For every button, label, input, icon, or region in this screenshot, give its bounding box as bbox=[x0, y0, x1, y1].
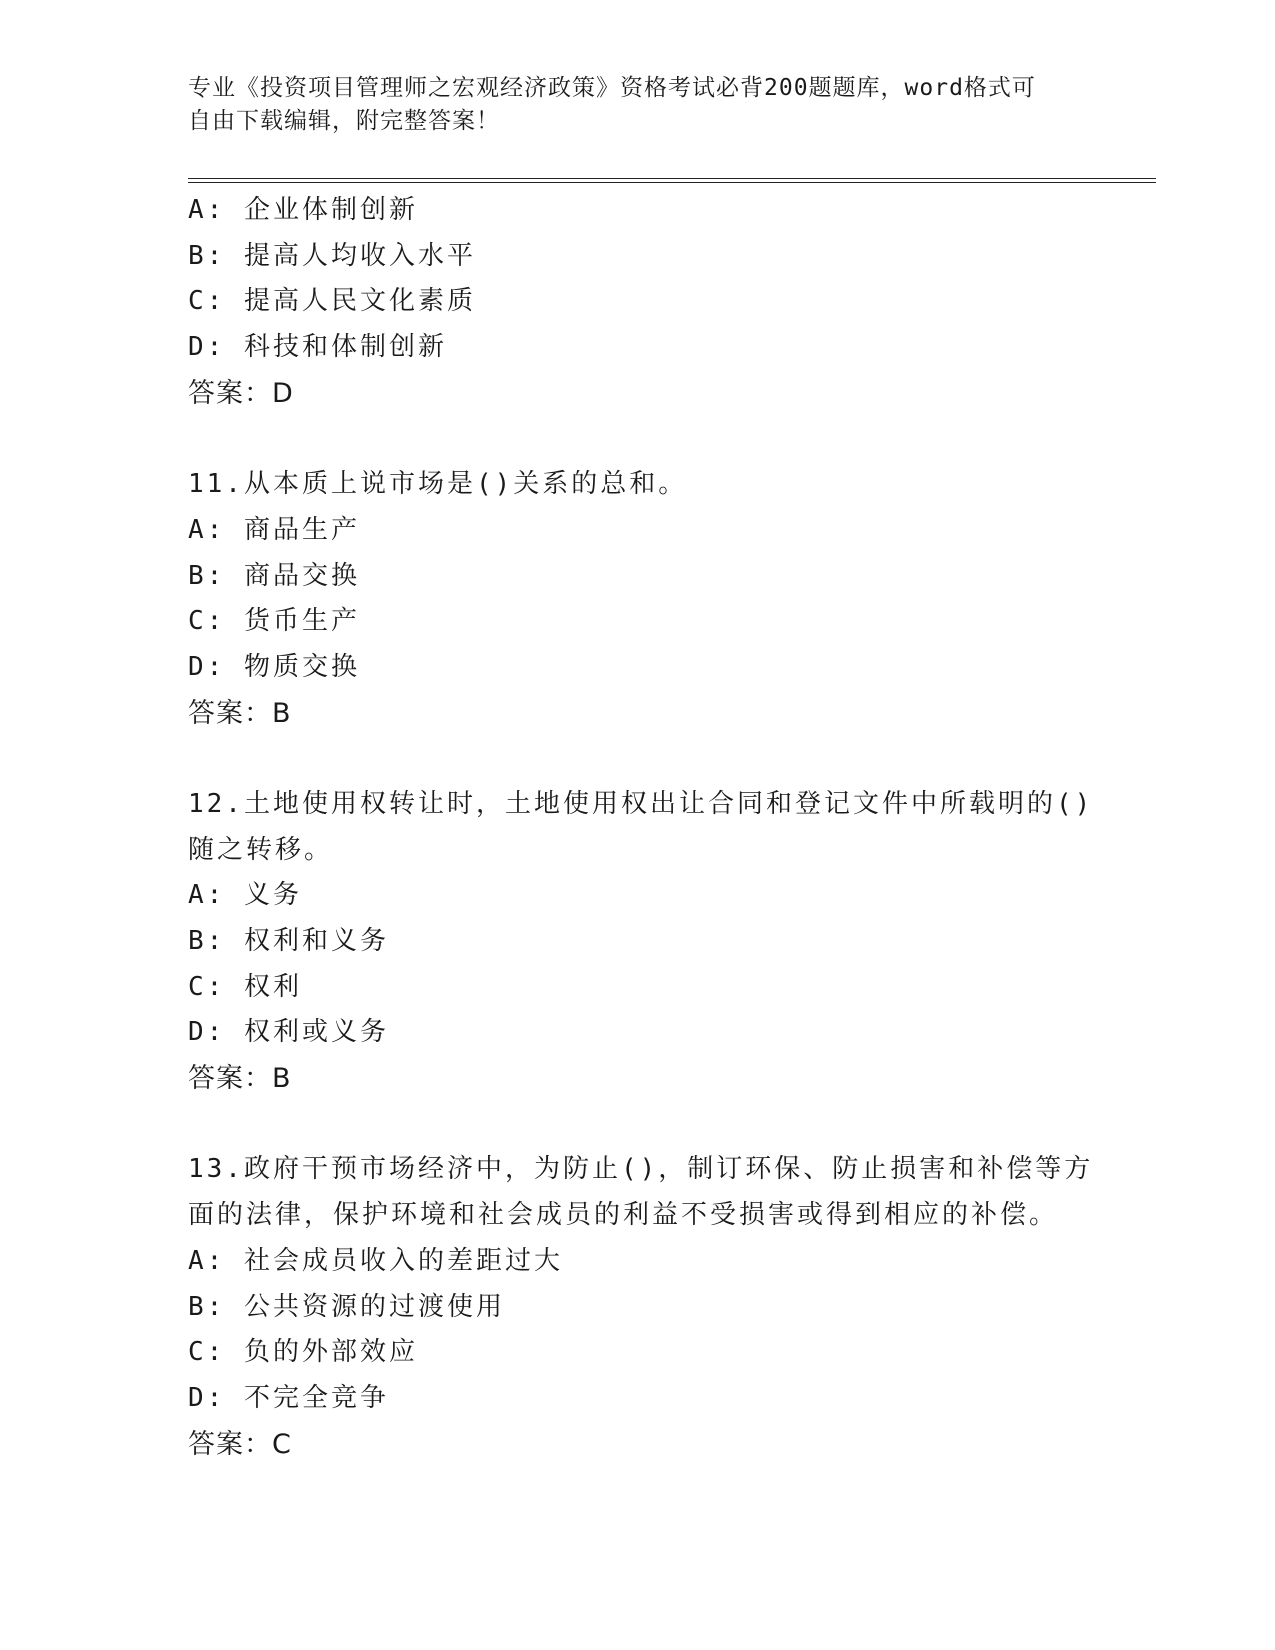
option-c: C: 提高人民文化素质 bbox=[188, 286, 476, 317]
question-text-line-1: 12.土地使用权转让时，土地使用权出让合同和登记文件中所载明的() bbox=[188, 788, 1094, 819]
option-a: A: 社会成员收入的差距过大 bbox=[188, 1245, 563, 1276]
option-b: B: 权利和义务 bbox=[188, 926, 389, 956]
question-10-partial bbox=[188, 188, 1108, 416]
question-list bbox=[188, 188, 1108, 1467]
option-d: D: 权利或义务 bbox=[188, 1017, 389, 1048]
option-c: C: 货币生产 bbox=[188, 606, 360, 637]
question-text-line-2: 随之转移。 bbox=[188, 834, 334, 865]
spacer bbox=[188, 1102, 1108, 1148]
question-text-line-2: 面的法律，保护环境和社会成员的利益不受损害或得到相应的补偿。 bbox=[188, 1200, 1059, 1231]
spacer bbox=[188, 416, 1108, 462]
option-b: B: 提高人均收入水平 bbox=[188, 240, 476, 271]
option-a: A: 企业体制创新 bbox=[188, 195, 418, 225]
header-divider bbox=[188, 178, 1156, 183]
answer-line: 答案：B bbox=[188, 1063, 292, 1095]
question-13 bbox=[188, 1147, 1108, 1467]
option-c: C: 负的外部效应 bbox=[188, 1337, 418, 1368]
option-d: D: 物质交换 bbox=[188, 651, 360, 682]
question-11 bbox=[188, 462, 1108, 736]
option-d: D: 不完全竞争 bbox=[188, 1382, 389, 1413]
header-line-1: 专业《投资项目管理师之宏观经济政策》资格考试必背200题题库，word格式可 bbox=[188, 75, 1036, 101]
option-a: A: 义务 bbox=[188, 880, 302, 911]
spacer bbox=[188, 736, 1108, 782]
option-b: B: 商品交换 bbox=[188, 560, 360, 591]
question-12 bbox=[188, 782, 1108, 1102]
question-text-line-1: 13.政府干预市场经济中，为防止()，制订环保、防止损害和补偿等方 bbox=[188, 1154, 1094, 1185]
header-line-2: 自由下载编辑，附完整答案！ bbox=[188, 108, 500, 134]
option-a: A: 商品生产 bbox=[188, 514, 360, 545]
question-text: 11.从本质上说市场是()关系的总和。 bbox=[188, 469, 688, 500]
option-d: D: 科技和体制创新 bbox=[188, 332, 447, 363]
option-b: B: 公共资源的过渡使用 bbox=[188, 1291, 505, 1322]
answer-line: 答案：C bbox=[188, 1428, 292, 1460]
answer-line: 答案：D bbox=[188, 377, 294, 409]
answer-line: 答案：B bbox=[188, 697, 292, 729]
option-c: C: 权利 bbox=[188, 971, 302, 1002]
document-header bbox=[188, 72, 1068, 138]
